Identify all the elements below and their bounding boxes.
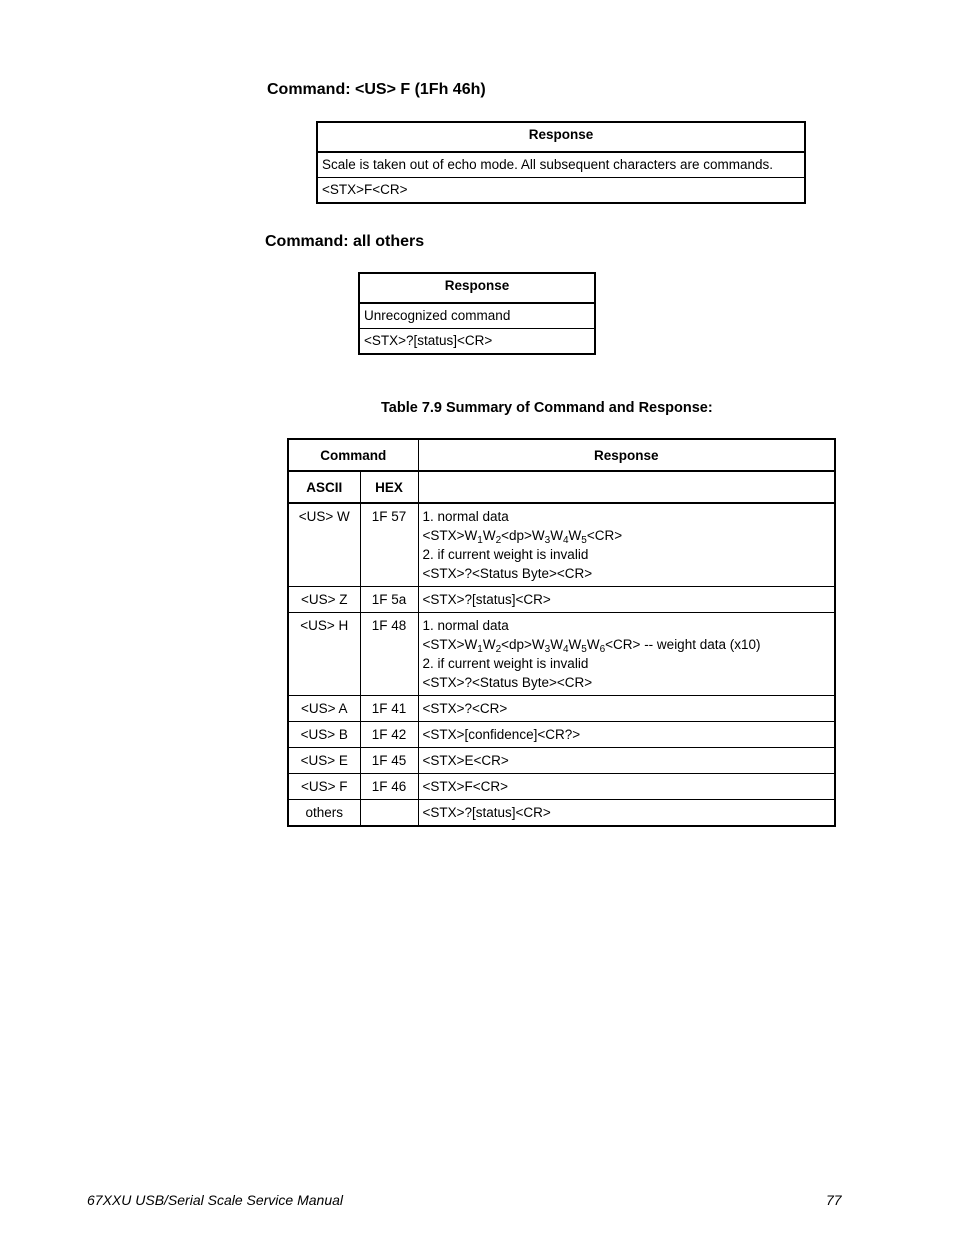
response-cell <box>418 587 835 613</box>
hex-cell: 1F 42 <box>360 722 418 748</box>
table-row <box>288 503 835 587</box>
ascii-header: ASCII <box>288 471 360 503</box>
summary-body <box>288 503 835 826</box>
ascii-cell: <US> E <box>288 748 360 774</box>
summary-table <box>287 438 836 827</box>
table-row <box>288 774 835 800</box>
all-others-response-table <box>358 272 596 355</box>
response-line: <STX>?<CR> <box>422 701 508 716</box>
hex-cell <box>360 800 418 827</box>
response-line: $<STX>W_1W_2<dp>W_3W_4W_5W_6<CR>$ -- weight data (x10) <box>422 637 761 655</box>
hex-cell: 1F 5a <box>360 587 418 613</box>
ascii-cell: others <box>288 800 360 827</box>
ascii-cell: <US> W <box>288 503 360 587</box>
response-cell <box>418 503 835 587</box>
hex-header: HEX <box>360 471 418 503</box>
response-line: <STX>?<Status Byte><CR> <box>422 566 593 581</box>
ascii-cell: <US> F <box>288 774 360 800</box>
response-cell <box>418 774 835 800</box>
response-line: <STX>?[status]<CR> <box>422 805 551 820</box>
hex-cell: 1F 41 <box>360 696 418 722</box>
response-cell <box>418 800 835 827</box>
page-number: 77 <box>826 1192 842 1208</box>
response-description: Unrecognized command <box>359 303 595 329</box>
response-format: <STX>?[status]<CR> <box>359 329 595 355</box>
response-subheader-empty <box>418 471 835 503</box>
response-cell <box>418 748 835 774</box>
response-line: 1. normal data <box>422 618 509 633</box>
response-line: <STX>?[status]<CR> <box>422 592 551 607</box>
ascii-cell: <US> Z <box>288 587 360 613</box>
table-row <box>288 748 835 774</box>
command-header: Command <box>288 439 418 471</box>
hex-cell: 1F 48 <box>360 613 418 696</box>
table-caption: Table 7.9 Summary of Command and Response: <box>381 400 713 416</box>
response-line: 2. if current weight is invalid <box>422 656 589 671</box>
table-row <box>288 613 835 696</box>
response-header: Response <box>359 273 595 303</box>
response-description: Scale is taken out of echo mode. All subsequent characters are commands. <box>317 152 805 178</box>
response-line: <STX>?<Status Byte><CR> <box>422 675 593 690</box>
ascii-cell: <US> H <box>288 613 360 696</box>
ascii-cell: <US> B <box>288 722 360 748</box>
response-line: 2. if current weight is invalid <box>422 547 589 562</box>
response-line: <STX>F<CR> <box>422 779 509 794</box>
response-line: $<STX>W_1W_2<dp>W_3W_4W_5<CR>$ <box>422 528 623 546</box>
response-cell <box>418 613 835 696</box>
response-header: Response <box>418 439 835 471</box>
hex-cell: 1F 45 <box>360 748 418 774</box>
footer-title: 67XXU USB/Serial Scale Service Manual <box>87 1192 344 1208</box>
response-cell <box>418 696 835 722</box>
us-f-response-table <box>316 121 806 204</box>
table-row <box>288 696 835 722</box>
section-heading-all-others: Command: all others <box>265 233 425 250</box>
response-line: 1. normal data <box>422 509 509 524</box>
response-format: <STX>F<CR> <box>317 178 805 204</box>
response-cell <box>418 722 835 748</box>
hex-cell: 1F 46 <box>360 774 418 800</box>
response-line: <STX>[confidence]<CR?> <box>422 727 581 742</box>
ascii-cell: <US> A <box>288 696 360 722</box>
hex-cell: 1F 57 <box>360 503 418 587</box>
response-line: <STX>E<CR> <box>422 753 509 768</box>
table-row <box>288 722 835 748</box>
response-header: Response <box>317 122 805 152</box>
table-row <box>288 587 835 613</box>
table-row <box>288 800 835 827</box>
section-heading-us-f: Command: <US> F (1Fh 46h) <box>267 81 486 98</box>
